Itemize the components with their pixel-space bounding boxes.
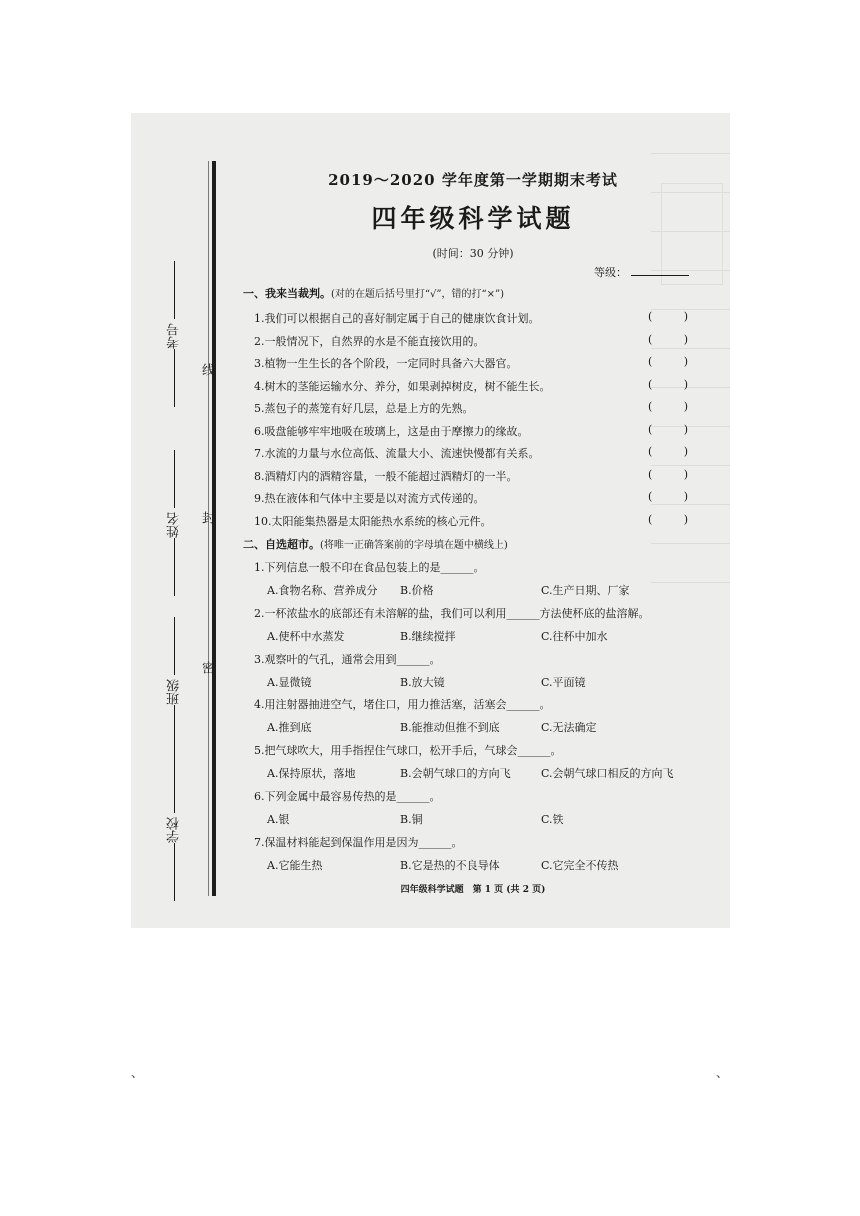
answer-parentheses[interactable] (648, 400, 688, 413)
section2-note: (将唯一正确答案前的字母填在题中横线上) (320, 540, 508, 551)
school-label: 学校 (167, 817, 182, 843)
choice-option-c: C.无法确定 (541, 721, 597, 735)
exam-title-line1: 2019～2020 学年度第一学期期末考试 (328, 171, 618, 189)
paren-close: ) (683, 310, 688, 323)
judgement-question: 6.吸盘能够牢牢地吸在玻璃上，这是由于摩擦力的缘故。 (254, 424, 529, 438)
choice-question-stem: 4.用注射器抽进空气，堵住口，用力推活塞，活塞会______。 (254, 698, 551, 712)
stray-mark-right: 、 (716, 1066, 729, 1080)
name-field (165, 450, 184, 600)
choice-option-c: C.生产日期、厂家 (541, 584, 630, 597)
paren-close: ) (683, 377, 688, 391)
choice-option-a: A.保持原状，落地 (267, 767, 356, 781)
paren-open: ( (648, 512, 653, 526)
paren-close: ) (683, 355, 688, 368)
choice-option-a: A.食物名称、营养成分 (267, 584, 378, 597)
choice-option-c: C.铁 (541, 813, 564, 826)
judgement-question: 7.水流的力量与水位高低、流量大小、流速快慢都有关系。 (254, 447, 540, 460)
exam-no-field (165, 261, 184, 411)
choice-option-c: C.它完全不传热 (541, 858, 619, 872)
choice-option-c: C.往杯中加水 (541, 629, 608, 643)
school-field (165, 755, 184, 905)
choice-question-stem: 6.下列金属中最容易传热的是______。 (254, 790, 441, 803)
paren-close: ) (683, 512, 688, 526)
section1-heading (243, 285, 504, 301)
answer-parentheses[interactable] (648, 490, 688, 503)
choice-question-stem: 5.把气球吹大，用手指捏住气球口，松开手后，气球会______。 (254, 744, 562, 758)
judgement-question: 8.酒精灯内的酒精容量，一般不能超过酒精灯的一半。 (254, 469, 518, 483)
choice-option-c: C.平面镜 (541, 675, 586, 689)
paren-close: ) (683, 332, 688, 346)
paren-open: ( (648, 400, 653, 413)
judgement-question: 2.一般情况下，自然界的水是不能直接饮用的。 (254, 334, 485, 348)
seal-mark-mi: 密 (199, 661, 214, 674)
paren-open: ( (648, 355, 653, 368)
grade-field (594, 264, 689, 280)
exam-sheet (131, 113, 730, 928)
paren-close: ) (683, 467, 688, 481)
grade-blank (631, 275, 689, 276)
choice-option-a: A.显微镜 (267, 675, 312, 689)
paren-close: ) (683, 400, 688, 413)
paren-close: ) (683, 445, 688, 458)
paren-open: ( (648, 467, 653, 481)
answer-parentheses[interactable] (648, 355, 688, 368)
choice-question-stem: 7.保温材料能起到保温作用是因为______。 (254, 835, 463, 849)
paren-close: ) (683, 422, 688, 436)
grade-label: 等级： (594, 266, 627, 279)
judgement-question: 3.植物一生生长的各个阶段，一定同时具备六大器官。 (254, 357, 518, 370)
choice-option-b: B.它是热的不良导体 (400, 858, 500, 872)
choice-option-b: B.会朝气球口的方向飞 (400, 767, 511, 781)
section1-note: (对的在题后括号里打“√”，错的打“×”) (331, 289, 505, 300)
name-label: 姓名 (167, 512, 182, 538)
paren-close: ) (683, 490, 688, 503)
choice-question-stem: 3.观察叶的气孔，通常会用到______。 (254, 652, 441, 666)
paren-open: ( (648, 332, 653, 346)
binding-line-thin (208, 161, 209, 896)
class-field (165, 617, 184, 767)
exam-title-line2: 四年级科学试题 (371, 204, 575, 233)
class-label: 班级 (167, 679, 182, 705)
answer-parentheses[interactable] (648, 513, 688, 526)
choice-option-b: B.铜 (400, 813, 423, 826)
choice-option-b: B.放大镜 (400, 675, 445, 689)
answer-parentheses[interactable] (648, 445, 688, 458)
choice-option-b: B.价格 (400, 584, 434, 597)
judgement-question: 4.树木的茎能运输水分、养分，如果剥掉树皮，树不能生长。 (254, 379, 551, 393)
answer-parentheses[interactable] (648, 310, 688, 323)
seal-mark-line: 线 (199, 363, 214, 376)
paren-open: ( (648, 445, 653, 458)
section2-heading (243, 536, 508, 552)
choice-option-a: A.推到底 (267, 721, 312, 735)
answer-parentheses[interactable] (648, 378, 688, 391)
section2-title: 二、自选超市。 (243, 538, 320, 551)
stray-mark-left: 、 (131, 1066, 144, 1080)
choice-option-a: A.它能生热 (267, 858, 323, 872)
choice-option-a: A.银 (267, 813, 290, 826)
answer-parentheses[interactable] (648, 423, 688, 436)
binding-line-thick (212, 161, 216, 896)
answer-parentheses[interactable] (648, 468, 688, 481)
section1-title: 一、我来当裁判。 (243, 287, 331, 300)
exam-time: (时间：30 分钟) (432, 247, 514, 260)
choice-question-stem: 2.一杯浓盐水的底部还有未溶解的盐，我们可以利用______方法使杯底的盐溶解。 (254, 606, 650, 620)
choice-option-b: B.继续搅拌 (400, 629, 456, 643)
judgement-question: 5.蒸包子的蒸笼有好几层，总是上方的先熟。 (254, 402, 474, 415)
paren-open: ( (648, 310, 653, 323)
judgement-question: 9.热在液体和气体中主要是以对流方式传递的。 (254, 492, 485, 505)
answer-parentheses[interactable] (648, 333, 688, 346)
paren-open: ( (648, 490, 653, 503)
choice-option-a: A.使杯中水蒸发 (267, 629, 345, 643)
paren-open: ( (648, 377, 653, 391)
exam-no-label: 考号 (167, 323, 182, 349)
judgement-question: 10.太阳能集热器是太阳能热水系统的核心元件。 (254, 514, 492, 528)
choice-option-c: C.会朝气球口相反的方向飞 (541, 767, 674, 781)
choice-question-stem: 1.下列信息一般不印在食品包装上的是______。 (254, 561, 485, 574)
page-footer: 四年级科学试题 第 1 页 (共 2 页) (400, 885, 546, 895)
judgement-question: 1.我们可以根据自己的喜好制定属于自己的健康饮食计划。 (254, 312, 540, 325)
choice-option-b: B.能推动但推不到底 (400, 721, 500, 735)
seal-mark-feng: 封 (199, 511, 214, 524)
paren-open: ( (648, 422, 653, 436)
